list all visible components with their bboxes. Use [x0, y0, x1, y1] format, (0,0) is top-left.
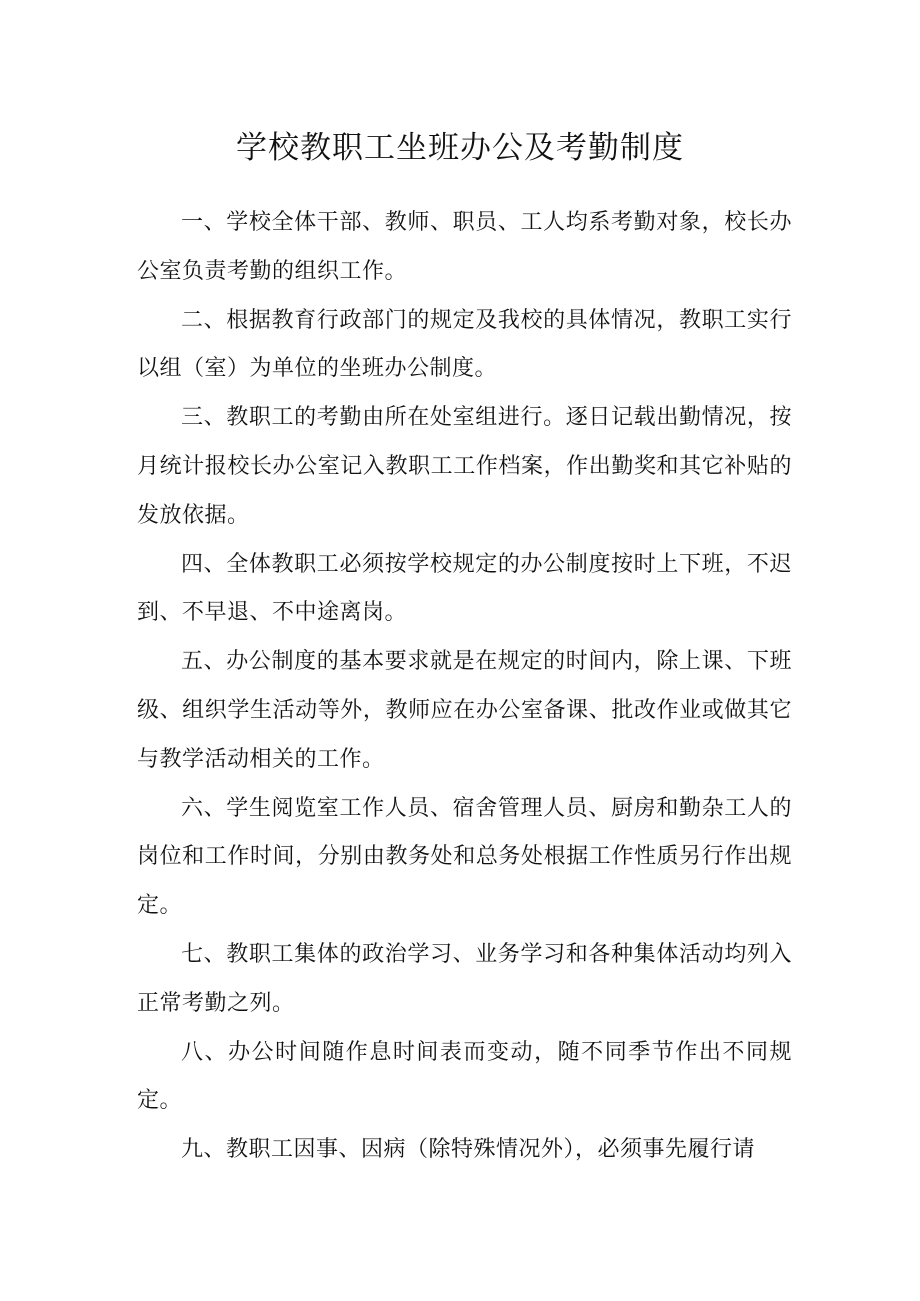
paragraph-9: 九、教职工因事、因病（除特殊情况外），必须事先履行请 — [181, 1137, 756, 1163]
document-body — [137, 199, 792, 1175]
paragraph-8: 八、办公时间随作息时间表而变动，随不同季节作出不同规定。 — [137, 1039, 792, 1114]
paragraph-5: 五、办公制度的基本要求就是在规定的时间内，除上课、下班级、组织学生活动等外，教师应在办公室备课、批改作业或做其它与教学活动相关的工作。 — [137, 649, 792, 772]
paragraph-3: 三、教职工的考勤由所在处室组进行。逐日记载出勤情况，按月统计报校长办公室记入教职工工作档案，作出勤奖和其它补贴的发放依据。 — [137, 405, 792, 528]
paragraph-2: 二、根据教育行政部门的规定及我校的具体情况，教职工实行以组（室）为单位的坐班办公制度。 — [137, 307, 792, 382]
paragraph-7: 七、教职工集体的政治学习、业务学习和各种集体活动均列入正常考勤之列。 — [137, 941, 792, 1016]
paragraph-1: 一、学校全体干部、教师、职员、工人均系考勤对象，校长办公室负责考勤的组织工作。 — [137, 210, 792, 284]
paragraph-6: 六、学生阅览室工作人员、宿舍管理人员、厨房和勤杂工人的岗位和工作时间，分别由教务处和总务处根据工作性质另行作出规定。 — [137, 795, 792, 919]
document-title: 学校教职工坐班办公及考勤制度 — [236, 130, 684, 166]
paragraph-4: 四、全体教职工必须按学校规定的办公制度按时上下班，不迟到、不早退、不中途离岗。 — [137, 551, 792, 626]
